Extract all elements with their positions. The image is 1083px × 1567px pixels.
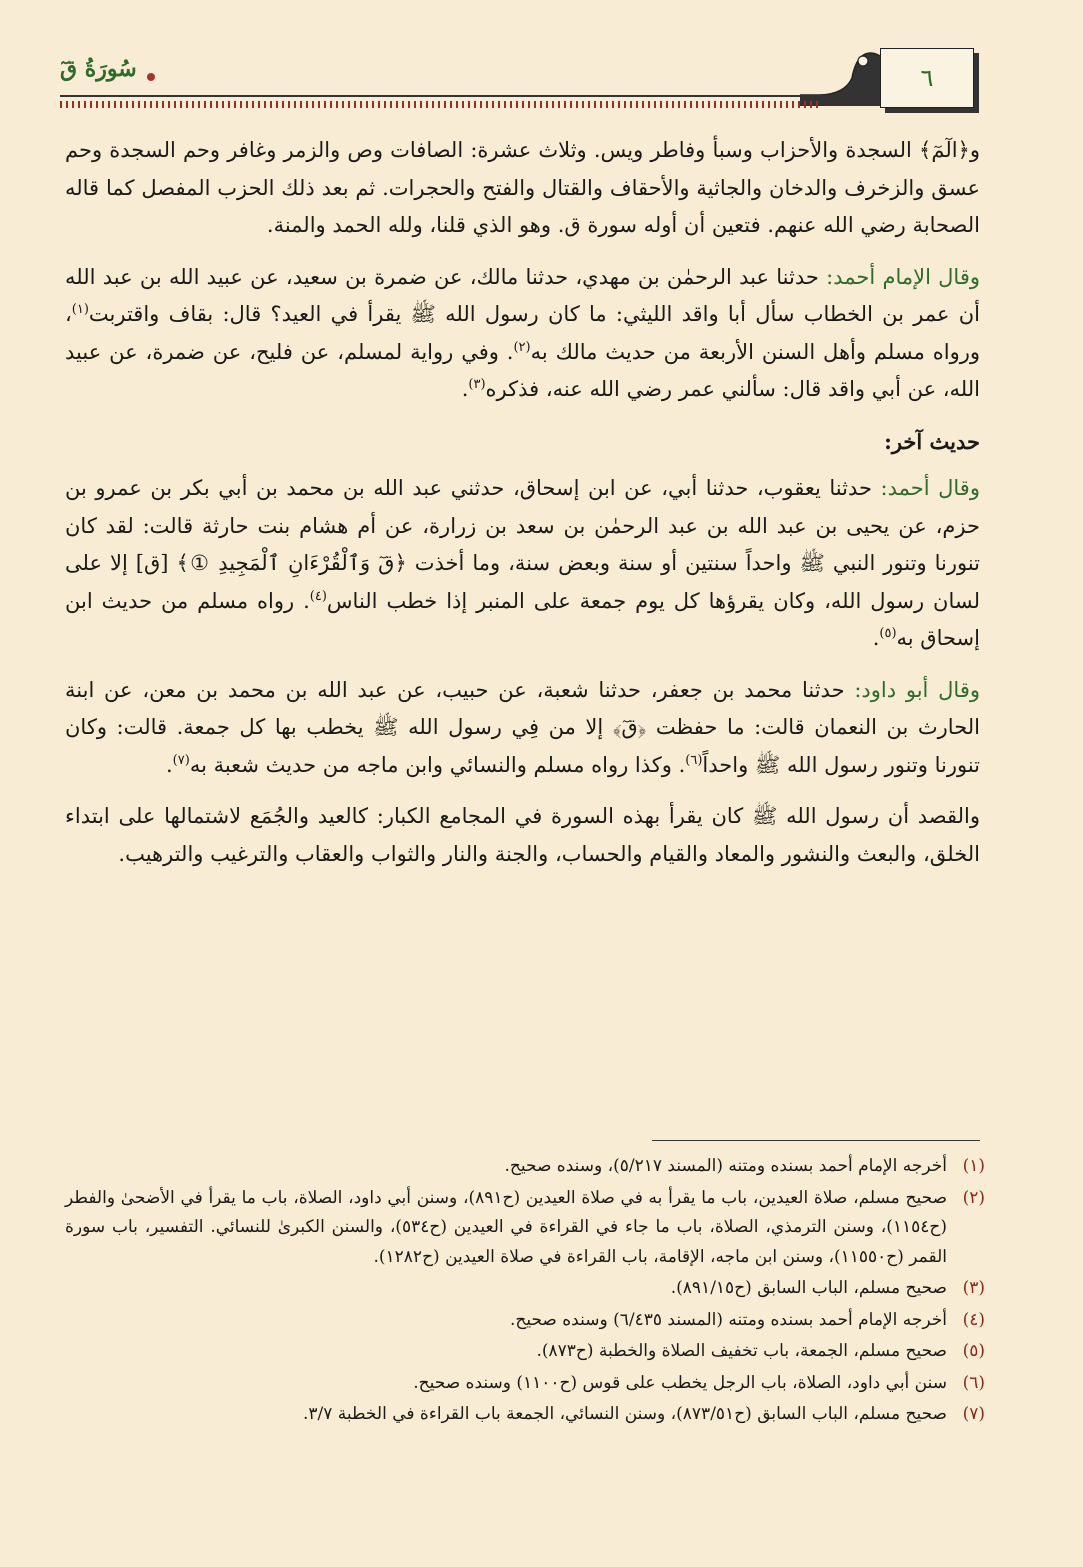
footnote bbox=[65, 1369, 985, 1399]
footnote-number: (٣) bbox=[962, 1278, 985, 1298]
footnote-reference[interactable]: (٣) bbox=[468, 377, 486, 392]
text-segment: . bbox=[461, 377, 469, 401]
paragraph bbox=[65, 672, 980, 785]
footnote-text: سنن أبي داود، الصلاة، باب الرجل يخطب على قوس (ح١١٠٠) وسنده صحيح. bbox=[413, 1372, 947, 1393]
footnote-text: صحيح مسلم، صلاة العيدين، باب ما يقرأ به في صلاة العيدين (ح٨٩١)، وسنن أبي داود، الصلاة، باب ما يقرأ في الأضحىٰ والفطر (ح١١٥٤)، وسنن الترمذي، الصلاة، باب ما جاء في القراءة في العيدين (ح٥٣٤)، والسنن الكبرىٰ للنسائي. التفسير، باب سورة القمر (ح١١٥٥٠)، وسنن ابن ماجه، الإقامة، باب القراءة في صلاة العيدين (ح١٢٨٢). bbox=[65, 1187, 948, 1267]
text-segment: والقصد أن رسول الله ﷺ كان يقرأ بهذه السورة في المجامع الكبار: كالعيد والجُمَع لاشتمالها على ابتداء الخلق، والبعث والنشور والمعاد والقيام والحساب، والجنة والنار والثواب والعقاب والترغيب والترهيب. bbox=[65, 804, 980, 866]
header-rule bbox=[60, 95, 830, 97]
footnote bbox=[65, 1306, 985, 1336]
text-segment: . وكذا رواه مسلم والنسائي وابن ماجه من حديث شعبة به bbox=[189, 752, 686, 777]
text-segment: و﴿الٓمٓ﴾ السجدة والأحزاب وسبأ وفاطر ويس. وثلاث عشرة: الصافات وص والزمر وغافر وحم السجدة وحم عسق والزخرف والدخان والجاثية والأحقاف والقتال والفتح والحجرات. ثم بعد ذلك الحزب المفصل كما قاله الصحابة رضي الله عنهم. فتعين أن أوله سورة ق. وهو الذي قلنا، ولله الحمد والمنة. bbox=[65, 138, 980, 237]
text-segment: حدثنا يعقوب، حدثنا أبي، عن ابن إسحاق، حدثني عبد الله بن محمد بن أبي بكر بن عمرو بن حزم، عن يحيى بن عبد الله بن عبد الرحمٰن بن سعد بن زرارة، عن أم هشام بنت حارثة قالت: لقد كان تنورنا وتنور النبي ﷺ واحداً سنتين أو سنة وبعض سنة، وما أخذت ﴿قٓ وَٱلْقُرْءَانِ ٱلْمَجِيدِ ①﴾ [ق] إلا على لسان رسول الله، وكان يقرؤها كل يوم جمعة على المنبر إذا خطب الناس bbox=[65, 476, 980, 613]
header-ornament bbox=[800, 48, 882, 108]
text-segment: . bbox=[165, 752, 173, 777]
footnote-reference[interactable]: (٧) bbox=[172, 752, 190, 768]
page-header bbox=[0, 0, 1083, 120]
bullet-dot bbox=[147, 73, 155, 81]
narrator-lead: وقال أبو داود: bbox=[854, 677, 980, 702]
text-segment: . bbox=[872, 626, 880, 650]
footnote bbox=[65, 1337, 985, 1367]
text-segment: . رواه مسلم من حديث ابن إسحاق به bbox=[65, 588, 980, 650]
footnote-reference[interactable]: (٥) bbox=[879, 626, 897, 641]
main-text bbox=[65, 132, 980, 887]
text-segment: حدثنا محمد بن جعفر، حدثنا شعبة، عن حبيب، عن عبد الله بن محمد بن معن، عن ابنة الحارث بن النعمان قالت: ما حفظت ﴿قٓ﴾ إلا من فِي رسول الله ﷺ يخطب بها كل جمعة. قالت: وكان تنورنا وتنور رسول الله ﷺ واحداً bbox=[65, 677, 980, 777]
footnote bbox=[65, 1184, 985, 1273]
page-number: ٦ bbox=[880, 48, 974, 108]
text-segment: ، ورواه مسلم وأهل السنن الأربعة من حديث مالك به bbox=[65, 302, 980, 364]
paragraph bbox=[65, 132, 980, 245]
surah-title: سُورَةُ قٓ bbox=[60, 56, 137, 82]
footnote-separator bbox=[652, 1140, 980, 1141]
header-dotted-border bbox=[60, 101, 820, 108]
footnote-number: (٦) bbox=[962, 1372, 985, 1393]
text-segment: حدثنا عبد الرحمٰن بن مهدي، حدثنا مالك، عن ضمرة بن سعيد، عن عبيد الله بن عبد الله أن عمر بن الخطاب سأل أبا واقد الليثي: ما كان رسول الله ﷺ يقرأ في العيد؟ قال: بقاف واقتربت bbox=[65, 264, 980, 326]
footnote-reference[interactable]: (١) bbox=[71, 302, 89, 317]
footnote-number: (٧) bbox=[962, 1404, 985, 1424]
text-segment: . وفي رواية لمسلم، عن فليح، عن ضمرة، عن عبيد الله، عن أبي واقد قال: سألني عمر رضي الله عنه، فذكره bbox=[65, 339, 980, 401]
footnote-reference[interactable]: (٢) bbox=[513, 339, 531, 355]
paragraph bbox=[65, 798, 980, 873]
narrator-lead: وقال الإمام أحمد: bbox=[826, 264, 981, 289]
footnote-text: صحيح مسلم، الباب السابق (ح٨٧٣/٥١)، وسنن النسائي، الجمعة باب القراءة في الخطبة ٣/٧. bbox=[302, 1404, 947, 1424]
footnote-text: صحيح مسلم، الباب السابق (ح٨٩١/١٥). bbox=[670, 1278, 947, 1298]
footnote-text: أخرجه الإمام أحمد بسنده ومتنه (المسند ٥/٢١٧)، وسنده صحيح. bbox=[504, 1156, 947, 1176]
footnote-number: (٤) bbox=[962, 1309, 985, 1330]
footnote-text: أخرجه الإمام أحمد بسنده ومتنه (المسند ٦/٤٣٥) وسنده صحيح. bbox=[509, 1309, 947, 1330]
footnote-text: صحيح مسلم، الجمعة، باب تخفيف الصلاة والخطبة (ح٨٧٣). bbox=[536, 1341, 947, 1361]
footnote-number: (٢) bbox=[962, 1187, 985, 1208]
paragraph bbox=[65, 259, 980, 409]
section-heading: حديث آخر: bbox=[884, 428, 980, 454]
footnote-reference[interactable]: (٤) bbox=[309, 588, 327, 604]
footnote-reference[interactable]: (٦) bbox=[685, 752, 703, 768]
paragraph bbox=[65, 470, 980, 658]
footnote bbox=[65, 1152, 985, 1182]
footnotes bbox=[65, 1152, 985, 1432]
footnote bbox=[65, 1400, 985, 1430]
narrator-lead: وقال أحمد: bbox=[880, 476, 980, 500]
footnote bbox=[65, 1274, 985, 1304]
footnote-number: (٥) bbox=[962, 1341, 985, 1361]
footnote-number: (١) bbox=[962, 1156, 985, 1176]
